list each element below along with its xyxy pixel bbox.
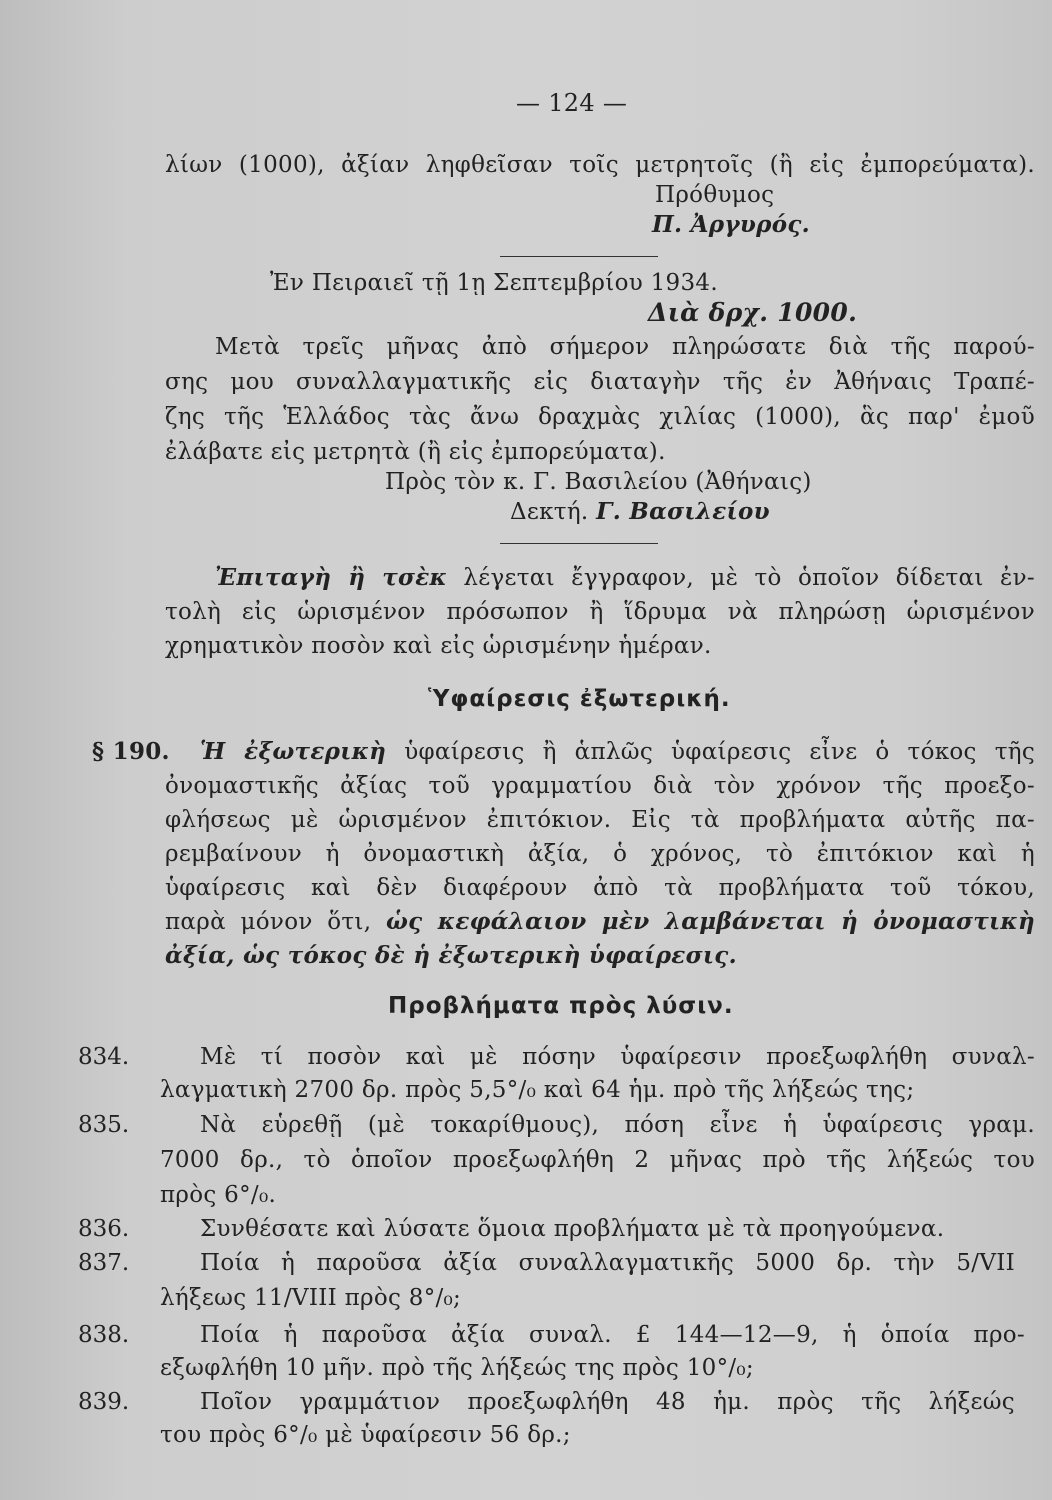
problem-number: 836. [78, 1216, 130, 1242]
section-term: Ἡ ἐξωτερικὴ [200, 738, 387, 765]
problem-line: 7000 δρ., τὸ ὁποῖον προεξωφλήθη 2 μῆνας πρὸ τῆς λήξεώς του [160, 1147, 1035, 1173]
section-text: παρὰ μόνον ὅτι, [165, 909, 372, 935]
problem-line: Ποία ἡ παροῦσα ἀξία συναλλαγματικῆς 5000 δρ. τὴν 5/VII [200, 1250, 1015, 1276]
section-text: ὑφαίρεσις ἢ ἁπλῶς ὑφαίρεσις εἶνε ὁ τόκος τῆς [404, 739, 1035, 765]
section-line [200, 737, 1035, 767]
letter1-signature: Π. Ἀργυρός. [652, 211, 810, 238]
letter2-acceptance [510, 497, 770, 527]
problem-line: του πρὸς 6°/₀ μὲ ὑφαίρεσιν 56 δρ.; [160, 1422, 571, 1448]
letter1-line: λίων (1000), ἀξίαν ληφθεῖσαν τοῖς μετρητοῖς (ἢ εἰς ἐμπορεύματα). [165, 152, 1035, 178]
definition-line [215, 563, 1035, 593]
problem-line: Ποία ἡ παροῦσα ἀξία συναλ. £ 144—12—9, ἡ ὁποία προ- [200, 1322, 1025, 1348]
problem-line: λήξεως 11/VIII πρὸς 8°/₀; [160, 1285, 462, 1311]
divider [500, 256, 658, 257]
section-line [165, 907, 1035, 937]
problem-number: 837. [78, 1250, 130, 1276]
acceptance-name: Γ. Βασιλείου [596, 498, 770, 525]
page-number: — 124 — [516, 89, 628, 117]
section-line: ρεμβαίνουν ἡ ὀνομαστικὴ ἀξία, ὁ χρόνος, τὸ ἐπιτόκιον καὶ ἡ [165, 841, 1035, 867]
divider [500, 543, 658, 544]
problem-line: Συνθέσατε καὶ λύσατε ὅμοια προβλήματα μὲ τὰ προηγούμενα. [200, 1216, 945, 1242]
problem-line: Νὰ εὑρεθῇ (μὲ τοκαρίθμους), πόση εἶνε ἡ ὑφαίρεσις γραμ. [200, 1112, 1035, 1138]
section-number: § 190. [92, 738, 170, 765]
letter2-body-line: Μετὰ τρεῖς μῆνας ἀπὸ σήμερον πληρώσατε διὰ τῆς παρού- [215, 334, 1035, 360]
section-emphasis: ἀξία, ὡς τόκος δὲ ἡ ἐξωτερικὴ ὑφαίρεσις. [165, 942, 737, 969]
letter1-closing: Πρόθυμος [655, 182, 775, 208]
definition-line: τολὴ εἰς ὡρισμένον πρόσωπον ἢ ἵδρυμα νὰ πληρώσῃ ὡρισμένον [165, 599, 1035, 625]
letter2-body-line: σης μου συναλλαγματικῆς εἰς διαταγὴν τῆς ἐν Ἀθήναις Τραπέ- [165, 369, 1035, 395]
letter2-dateline: Ἐν Πειραιεῖ τῇ 1ῃ Σεπτεμβρίου 1934. [270, 270, 718, 296]
definition-line: χρηματικὸν ποσὸν καὶ εἰς ὡρισμένην ἡμέραν. [165, 633, 712, 659]
problem-line: εξωφλήθη 10 μῆν. πρὸ τῆς λήξεώς της πρὸς 10°/₀; [160, 1355, 754, 1381]
problem-line: λαγματικὴ 2700 δρ. πρὸς 5,5°/₀ καὶ 64 ἡμ. πρὸ τῆς λήξεώς της; [160, 1077, 915, 1103]
problem-line: πρὸς 6°/₀. [160, 1182, 277, 1208]
problem-number: 838. [78, 1322, 130, 1348]
letter2-body-line: ζης τῆς Ἑλλάδος τὰς ἄνω δραχμὰς χιλίας (1000), ἃς παρ' ἐμοῦ [165, 404, 1035, 430]
problem-number: 839. [78, 1389, 130, 1415]
problem-number: 834. [78, 1044, 130, 1070]
section-line: ὀνομαστικῆς ἀξίας τοῦ γραμματίου διὰ τὸν χρόνον τῆς προεξο- [165, 773, 1035, 799]
section-emphasis: ὡς κεφάλαιον μὲν λαμβάνεται ἡ ὀνομαστικὴ [385, 908, 1035, 935]
letter2-addressee: Πρὸς τὸν κ. Γ. Βασιλείου (Ἀθήναις) [385, 469, 812, 495]
section-heading: Ὑφαίρεσις ἐξωτερική. [428, 686, 731, 712]
problem-line: Μὲ τί ποσὸν καὶ μὲ πόσην ὑφαίρεσιν προεξωφλήθη συναλ- [200, 1044, 1035, 1070]
definition-term: Ἐπιταγὴ ἢ τσὲκ [215, 564, 448, 591]
acceptance-label: Δεκτή. [510, 499, 589, 525]
problem-number: 835. [78, 1112, 130, 1138]
problems-heading: Προβλήματα πρὸς λύσιν. [388, 993, 734, 1019]
definition-text: λέγεται ἔγγραφον, μὲ τὸ ὁποῖον δίδεται ἐν- [463, 565, 1035, 591]
letter2-amount: Διὰ δρχ. 1000. [648, 298, 858, 327]
section-line: φλήσεως μὲ ὡρισμένον ἐπιτόκιον. Εἰς τὰ προβλήματα αὐτῆς πα- [165, 807, 1035, 833]
section-line: ὑφαίρεσις καὶ δὲν διαφέρουν ἀπὸ τὰ προβλήματα τοῦ τόκου, [165, 875, 1035, 901]
problem-line: Ποῖον γραμμάτιον προεξωφλήθη 48 ἡμ. πρὸς τῆς λήξεώς [200, 1389, 1015, 1415]
letter2-body-line: ἐλάβατε εἰς μετρητὰ (ἢ εἰς ἐμπορεύματα). [165, 439, 666, 465]
